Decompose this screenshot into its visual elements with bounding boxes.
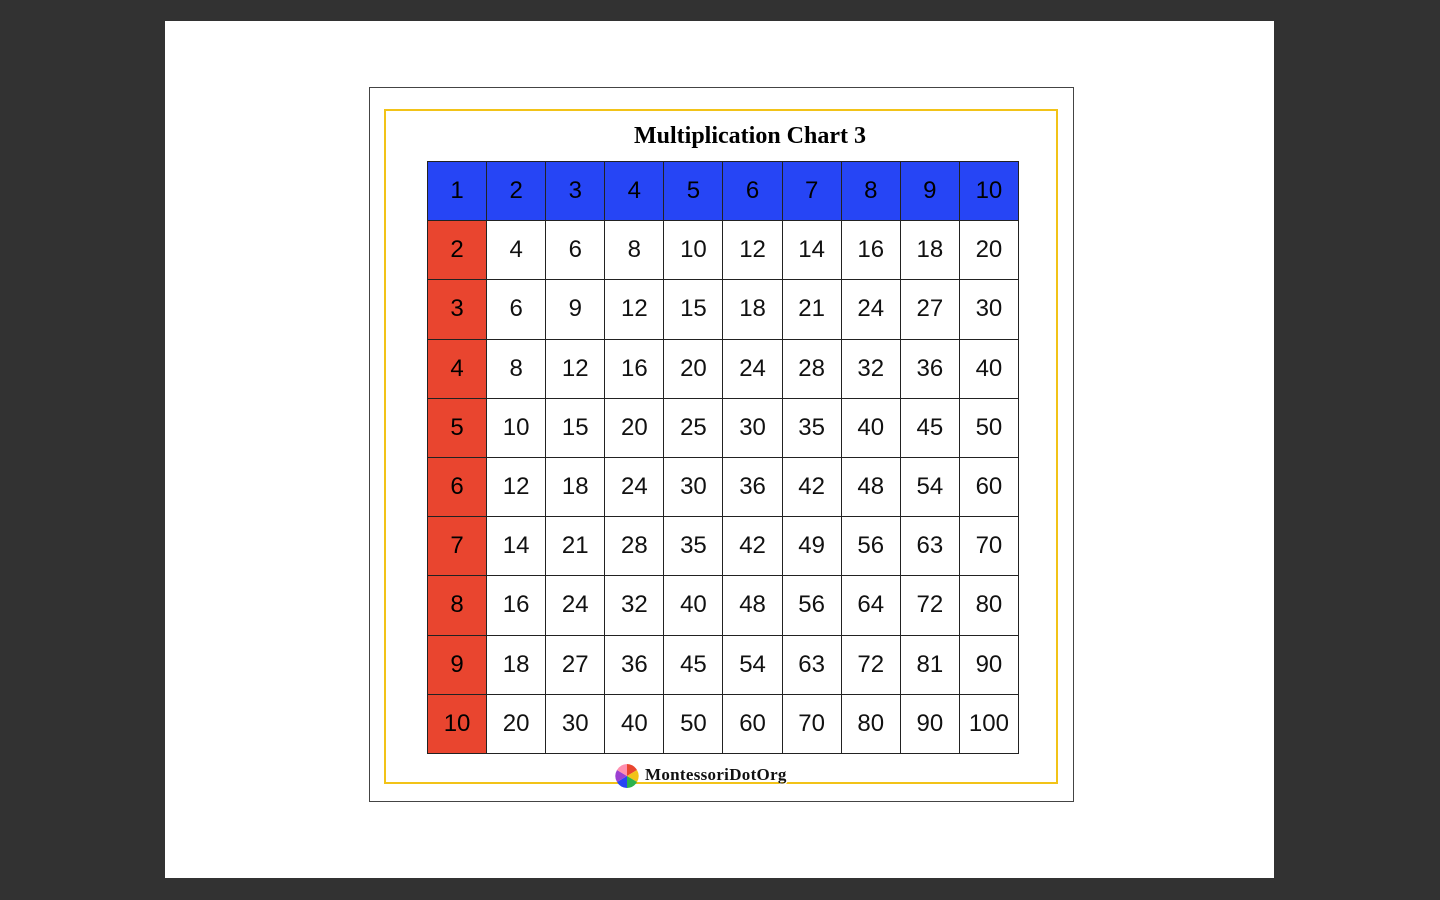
product-cell: 49: [783, 517, 842, 576]
product-cell: 20: [664, 340, 723, 399]
product-cell: 28: [783, 340, 842, 399]
product-cell: 50: [664, 695, 723, 754]
product-cell: 16: [842, 221, 901, 280]
product-cell: 63: [901, 517, 960, 576]
product-cell: 80: [960, 576, 1019, 635]
product-cell: 27: [546, 636, 605, 695]
product-cell: 6: [546, 221, 605, 280]
product-cell: 60: [723, 695, 782, 754]
header-cell: 2: [487, 162, 546, 221]
header-cell: 5: [664, 162, 723, 221]
product-cell: 36: [901, 340, 960, 399]
row-header-cell: 9: [428, 636, 487, 695]
product-cell: 12: [605, 280, 664, 339]
row-header-cell: 7: [428, 517, 487, 576]
product-cell: 25: [664, 399, 723, 458]
product-cell: 30: [546, 695, 605, 754]
product-cell: 32: [605, 576, 664, 635]
product-cell: 21: [546, 517, 605, 576]
header-cell: 6: [723, 162, 782, 221]
header-cell: 9: [901, 162, 960, 221]
product-cell: 40: [664, 576, 723, 635]
product-cell: 6: [487, 280, 546, 339]
product-cell: 35: [783, 399, 842, 458]
product-cell: 64: [842, 576, 901, 635]
product-cell: 72: [901, 576, 960, 635]
product-cell: 45: [664, 636, 723, 695]
row-header-cell: 3: [428, 280, 487, 339]
header-cell: 4: [605, 162, 664, 221]
product-cell: 9: [546, 280, 605, 339]
multiplication-table: [427, 161, 1019, 754]
product-cell: 54: [723, 636, 782, 695]
product-cell: 10: [487, 399, 546, 458]
pinwheel-icon: [614, 762, 644, 788]
product-cell: 12: [723, 221, 782, 280]
montessori-logo: [614, 762, 787, 788]
product-cell: 48: [723, 576, 782, 635]
product-cell: 14: [783, 221, 842, 280]
product-cell: 20: [487, 695, 546, 754]
product-cell: 12: [546, 340, 605, 399]
product-cell: 72: [842, 636, 901, 695]
row-header-cell: 4: [428, 340, 487, 399]
header-cell: 8: [842, 162, 901, 221]
product-cell: 24: [605, 458, 664, 517]
header-cell: 1: [428, 162, 487, 221]
product-cell: 24: [842, 280, 901, 339]
product-cell: 18: [723, 280, 782, 339]
product-cell: 56: [842, 517, 901, 576]
product-cell: 32: [842, 340, 901, 399]
product-cell: 8: [487, 340, 546, 399]
product-cell: 40: [842, 399, 901, 458]
product-cell: 70: [960, 517, 1019, 576]
product-cell: 54: [901, 458, 960, 517]
row-header-cell: 2: [428, 221, 487, 280]
product-cell: 14: [487, 517, 546, 576]
product-cell: 36: [723, 458, 782, 517]
product-cell: 81: [901, 636, 960, 695]
logo-text: MontessoriDotOrg: [645, 765, 787, 784]
product-cell: 16: [487, 576, 546, 635]
row-header-cell: 5: [428, 399, 487, 458]
product-cell: 80: [842, 695, 901, 754]
product-cell: 42: [783, 458, 842, 517]
product-cell: 18: [901, 221, 960, 280]
product-cell: 36: [605, 636, 664, 695]
row-header-cell: 6: [428, 458, 487, 517]
product-cell: 21: [783, 280, 842, 339]
chart-title: Multiplication Chart 3: [634, 123, 866, 149]
product-cell: 100: [960, 695, 1019, 754]
header-cell: 7: [783, 162, 842, 221]
product-cell: 24: [546, 576, 605, 635]
row-header-cell: 10: [428, 695, 487, 754]
product-cell: 30: [723, 399, 782, 458]
product-cell: 18: [546, 458, 605, 517]
product-cell: 27: [901, 280, 960, 339]
product-cell: 60: [960, 458, 1019, 517]
product-cell: 20: [605, 399, 664, 458]
row-header-cell: 8: [428, 576, 487, 635]
product-cell: 30: [664, 458, 723, 517]
product-cell: 15: [546, 399, 605, 458]
product-cell: 35: [664, 517, 723, 576]
product-cell: 12: [487, 458, 546, 517]
product-cell: 90: [901, 695, 960, 754]
product-cell: 15: [664, 280, 723, 339]
product-cell: 48: [842, 458, 901, 517]
product-cell: 45: [901, 399, 960, 458]
product-cell: 4: [487, 221, 546, 280]
product-cell: 24: [723, 340, 782, 399]
product-cell: 30: [960, 280, 1019, 339]
product-cell: 28: [605, 517, 664, 576]
product-cell: 90: [960, 636, 1019, 695]
header-cell: 10: [960, 162, 1019, 221]
product-cell: 20: [960, 221, 1019, 280]
product-cell: 16: [605, 340, 664, 399]
product-cell: 56: [783, 576, 842, 635]
product-cell: 8: [605, 221, 664, 280]
product-cell: 63: [783, 636, 842, 695]
product-cell: 40: [960, 340, 1019, 399]
product-cell: 42: [723, 517, 782, 576]
product-cell: 70: [783, 695, 842, 754]
product-cell: 50: [960, 399, 1019, 458]
product-cell: 40: [605, 695, 664, 754]
product-cell: 10: [664, 221, 723, 280]
header-cell: 3: [546, 162, 605, 221]
product-cell: 18: [487, 636, 546, 695]
